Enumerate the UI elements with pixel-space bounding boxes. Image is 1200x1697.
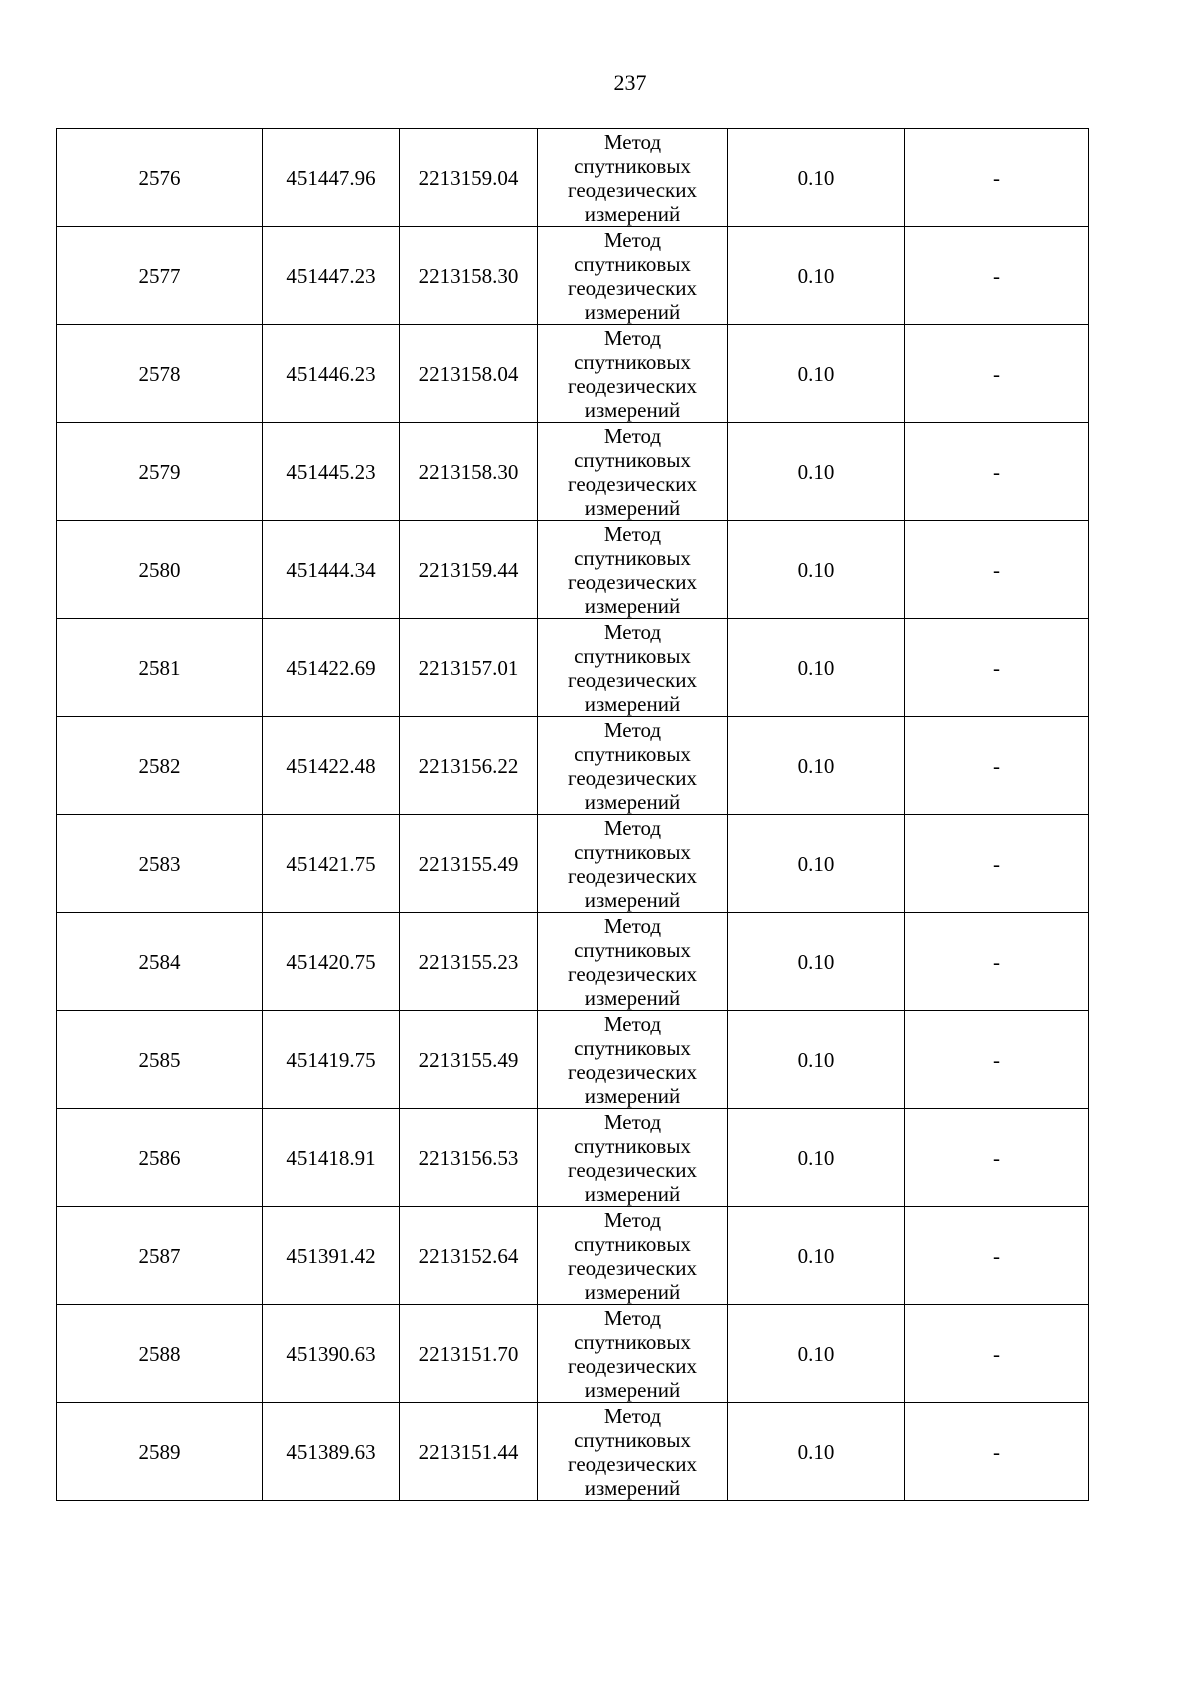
accuracy-cell: 0.10 (728, 1109, 905, 1207)
note-cell: - (905, 521, 1089, 619)
accuracy-cell: 0.10 (728, 717, 905, 815)
method-line: измерений (584, 985, 681, 1010)
x-coordinate-cell: 451446.23 (263, 325, 400, 423)
method-cell (538, 521, 728, 619)
method-cell (538, 815, 728, 913)
x-coordinate-cell: 451391.42 (263, 1207, 400, 1305)
method-line: Метод (603, 1305, 662, 1330)
x-coordinate-cell: 451418.91 (263, 1109, 400, 1207)
method-line: геодезических (567, 863, 697, 888)
method-line: Метод (603, 913, 662, 938)
point-number-cell: 2581 (57, 619, 263, 717)
x-coordinate-cell: 451390.63 (263, 1305, 400, 1403)
method-line: измерений (584, 1181, 681, 1206)
y-coordinate-cell: 2213155.23 (400, 913, 538, 1011)
note-cell: - (905, 1305, 1089, 1403)
page-number: 237 (613, 70, 647, 95)
method-line: геодезических (567, 765, 697, 790)
method-cell (538, 129, 728, 227)
method-line: геодезических (567, 275, 697, 300)
method-line: измерений (584, 593, 681, 618)
table-row (57, 1403, 1089, 1501)
method-line: геодезических (567, 667, 697, 692)
method-line: Метод (603, 619, 662, 644)
method-line: Метод (603, 227, 662, 252)
accuracy-cell: 0.10 (728, 325, 905, 423)
x-coordinate-cell: 451422.48 (263, 717, 400, 815)
method-line: спутниковых (574, 349, 691, 374)
table-row (57, 1011, 1089, 1109)
x-coordinate-cell: 451444.34 (263, 521, 400, 619)
method-cell (538, 913, 728, 1011)
method-line: спутниковых (574, 545, 691, 570)
table-row (57, 913, 1089, 1011)
method-line: геодезических (567, 373, 697, 398)
method-line: геодезических (567, 177, 697, 202)
y-coordinate-cell: 2213152.64 (400, 1207, 538, 1305)
table-row (57, 1207, 1089, 1305)
method-line: измерений (584, 299, 681, 324)
point-number-cell: 2578 (57, 325, 263, 423)
x-coordinate-cell: 451445.23 (263, 423, 400, 521)
method-line: Метод (603, 325, 662, 350)
method-line: спутниковых (574, 1133, 691, 1158)
method-line: геодезических (567, 1255, 697, 1280)
method-cell (538, 1207, 728, 1305)
x-coordinate-cell: 451447.96 (263, 129, 400, 227)
method-line: Метод (603, 423, 662, 448)
point-number-cell: 2576 (57, 129, 263, 227)
point-number-cell: 2583 (57, 815, 263, 913)
method-cell (538, 423, 728, 521)
note-cell: - (905, 1011, 1089, 1109)
method-line: Метод (603, 1109, 662, 1134)
y-coordinate-cell: 2213156.22 (400, 717, 538, 815)
y-coordinate-cell: 2213155.49 (400, 1011, 538, 1109)
point-number-cell: 2586 (57, 1109, 263, 1207)
note-cell: - (905, 815, 1089, 913)
note-cell: - (905, 717, 1089, 815)
y-coordinate-cell: 2213159.04 (400, 129, 538, 227)
method-line: геодезических (567, 1451, 697, 1476)
y-coordinate-cell: 2213151.70 (400, 1305, 538, 1403)
x-coordinate-cell: 451422.69 (263, 619, 400, 717)
accuracy-cell: 0.10 (728, 815, 905, 913)
point-number-cell: 2582 (57, 717, 263, 815)
method-line: измерений (584, 789, 681, 814)
table-row (57, 1109, 1089, 1207)
note-cell: - (905, 1109, 1089, 1207)
method-line: спутниковых (574, 1035, 691, 1060)
accuracy-cell: 0.10 (728, 227, 905, 325)
table-row (57, 423, 1089, 521)
method-cell (538, 717, 728, 815)
method-line: спутниковых (574, 937, 691, 962)
method-line: измерений (584, 1377, 681, 1402)
method-line: спутниковых (574, 1427, 691, 1452)
note-cell: - (905, 129, 1089, 227)
method-cell (538, 619, 728, 717)
note-cell: - (905, 423, 1089, 521)
method-line: спутниковых (574, 1329, 691, 1354)
method-line: геодезических (567, 569, 697, 594)
accuracy-cell: 0.10 (728, 423, 905, 521)
x-coordinate-cell: 451421.75 (263, 815, 400, 913)
x-coordinate-cell: 451447.23 (263, 227, 400, 325)
method-line: Метод (603, 1207, 662, 1232)
method-line: геодезических (567, 471, 697, 496)
x-coordinate-cell: 451389.63 (263, 1403, 400, 1501)
table-row (57, 325, 1089, 423)
note-cell: - (905, 1403, 1089, 1501)
method-line: спутниковых (574, 251, 691, 276)
point-number-cell: 2584 (57, 913, 263, 1011)
point-number-cell: 2585 (57, 1011, 263, 1109)
method-line: измерений (584, 397, 681, 422)
y-coordinate-cell: 2213157.01 (400, 619, 538, 717)
method-line: Метод (603, 717, 662, 742)
point-number-cell: 2589 (57, 1403, 263, 1501)
table-row (57, 227, 1089, 325)
method-line: Метод (603, 129, 662, 154)
method-line: спутниковых (574, 741, 691, 766)
method-line: Метод (603, 1403, 662, 1428)
table-row (57, 717, 1089, 815)
accuracy-cell: 0.10 (728, 1011, 905, 1109)
method-cell (538, 1109, 728, 1207)
table-row (57, 521, 1089, 619)
method-line: спутниковых (574, 1231, 691, 1256)
table-row (57, 815, 1089, 913)
x-coordinate-cell: 451420.75 (263, 913, 400, 1011)
y-coordinate-cell: 2213159.44 (400, 521, 538, 619)
method-line: Метод (603, 815, 662, 840)
point-number-cell: 2579 (57, 423, 263, 521)
method-line: Метод (603, 1011, 662, 1036)
table-row (57, 1305, 1089, 1403)
accuracy-cell: 0.10 (728, 1403, 905, 1501)
method-line: измерений (584, 1475, 681, 1500)
method-cell (538, 1011, 728, 1109)
y-coordinate-cell: 2213158.30 (400, 423, 538, 521)
point-number-cell: 2588 (57, 1305, 263, 1403)
accuracy-cell: 0.10 (728, 913, 905, 1011)
method-cell (538, 325, 728, 423)
note-cell: - (905, 1207, 1089, 1305)
y-coordinate-cell: 2213158.30 (400, 227, 538, 325)
accuracy-cell: 0.10 (728, 129, 905, 227)
accuracy-cell: 0.10 (728, 1207, 905, 1305)
method-line: измерений (584, 1279, 681, 1304)
note-cell: - (905, 913, 1089, 1011)
method-cell (538, 1305, 728, 1403)
y-coordinate-cell: 2213155.49 (400, 815, 538, 913)
method-line: измерений (584, 887, 681, 912)
method-cell (538, 1403, 728, 1501)
point-number-cell: 2580 (57, 521, 263, 619)
method-line: спутниковых (574, 153, 691, 178)
y-coordinate-cell: 2213151.44 (400, 1403, 538, 1501)
point-number-cell: 2577 (57, 227, 263, 325)
accuracy-cell: 0.10 (728, 1305, 905, 1403)
method-line: спутниковых (574, 447, 691, 472)
method-line: измерений (584, 1083, 681, 1108)
method-cell (538, 227, 728, 325)
method-line: измерений (584, 495, 681, 520)
y-coordinate-cell: 2213156.53 (400, 1109, 538, 1207)
y-coordinate-cell: 2213158.04 (400, 325, 538, 423)
method-line: геодезических (567, 1059, 697, 1084)
method-line: геодезических (567, 1157, 697, 1182)
method-line: Метод (603, 521, 662, 546)
note-cell: - (905, 227, 1089, 325)
point-number-cell: 2587 (57, 1207, 263, 1305)
coordinates-table-body (57, 129, 1089, 1501)
note-cell: - (905, 325, 1089, 423)
method-line: спутниковых (574, 643, 691, 668)
note-cell: - (905, 619, 1089, 717)
table-row (57, 619, 1089, 717)
table-row (57, 129, 1089, 227)
method-line: геодезических (567, 1353, 697, 1378)
coordinates-table (56, 128, 1089, 1501)
accuracy-cell: 0.10 (728, 619, 905, 717)
method-line: геодезических (567, 961, 697, 986)
method-line: измерений (584, 691, 681, 716)
method-line: измерений (584, 201, 681, 226)
method-line: спутниковых (574, 839, 691, 864)
accuracy-cell: 0.10 (728, 521, 905, 619)
x-coordinate-cell: 451419.75 (263, 1011, 400, 1109)
